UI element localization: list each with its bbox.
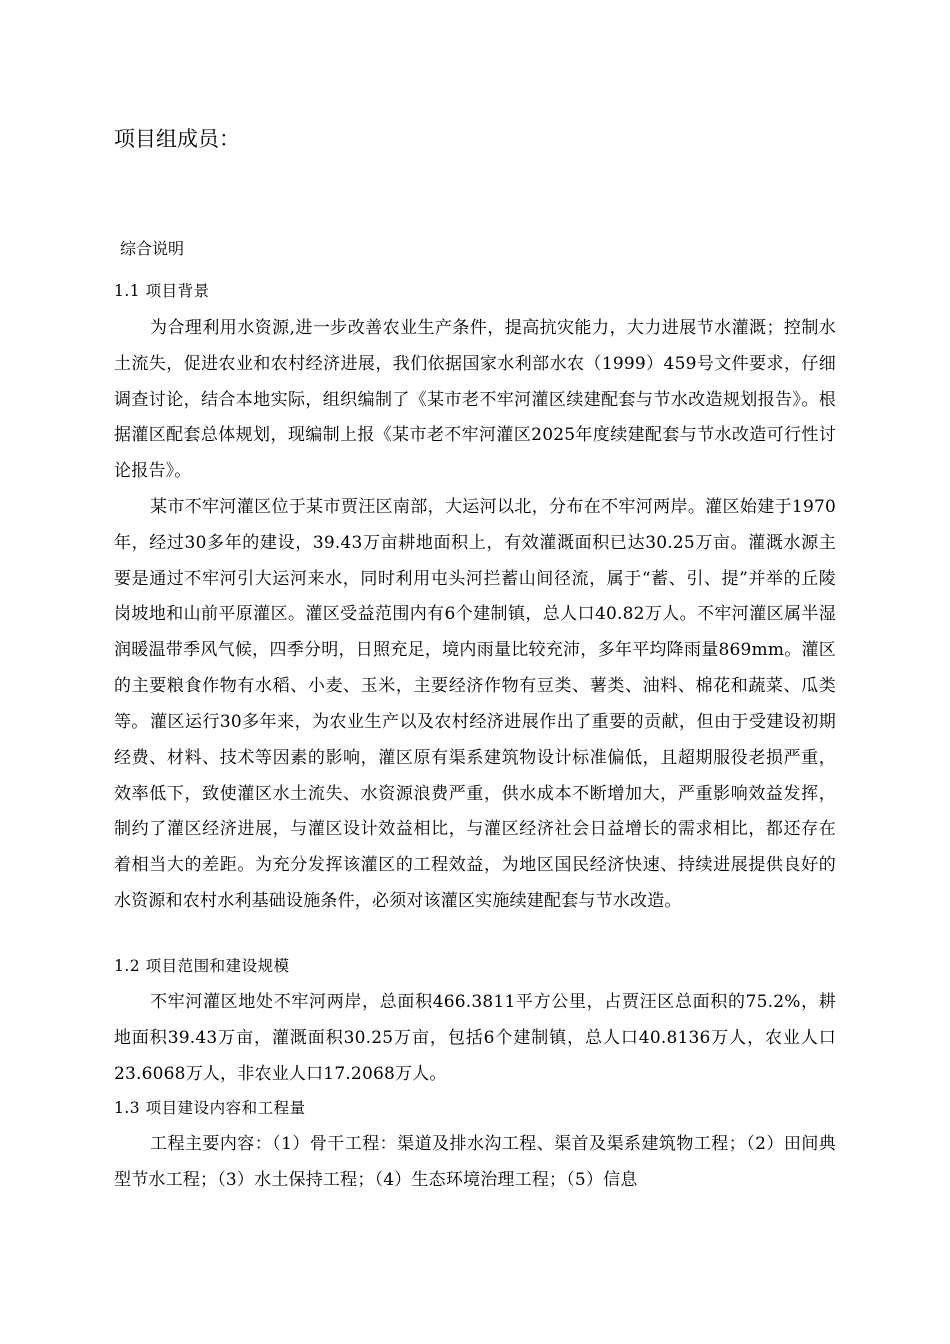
paragraph-background-problems: 灌区运行30多年来，为农业生产以及农村经济进展作出了重要的贡献，但由于受建设初期经费、材料、技术等因素的影响，灌区原有渠系建筑物设计标准偏低，且超期服役老损严重，效率低下，致使灌区水土流失、水资源浪费严重，供水成本不断增加大，严重影响效益发挥，制约了灌区经济进展，与灌区设计效益相比，与灌区经济社会日益增长的需求相比，都还存在着相当大的差距。为充分发挥该灌区的工程效益，为地区国民经济快速、持续进展提供良好的水资源和农村水利基础设施条件，必须对该灌区实施续建配套与节水改造。 xyxy=(114,712,836,911)
paragraph-background-purpose: 为合理利用水资源,进一步改善农业生产条件，提高抗灾能力，大力进展节水灌溉；控制水土流失，促进农业和农村经济进展，我们依据国家水利部水农（1999）459号文件要求，仔细调查讨论，结合本地实际，组织编制了《某市老不牢河灌区续建配套与节水改造规划报告》。根据灌区配套总体规划，现编制上报《某市老不牢河灌区2025年度续建配套与节水改造可行性讨论报告》。 xyxy=(114,318,836,482)
paragraph-background-irrigation-district: 某市不牢河灌区位于某市贾汪区南部，大运河以北，分布在不牢河两岸。灌区始建于1970年，经过30多年的建设，39.43万亩耕地面积上，有效灌溉面积已达30.25万亩。灌溉水源主要是通过不牢河引大运河来水，同时利用屯头河拦蓄山间径流，属于“蓄、引、提”并举的丘陵岗坡地和山前平原灌区。灌区受益范围内有6个建制镇，总人口40.82万人。不牢河灌区属半湿润暖温带季风气候，四季分明，日照充足，境内雨量比较充沛，多年平均降雨量869mm。灌区的主要粮食作物有水稻、小麦、玉米，主要经济作物有豆类、薯类、油料、棉花和蔬菜、瓜类等。 xyxy=(114,497,836,732)
section-title-overview: 综合说明 xyxy=(120,239,185,258)
paragraph-scope-and-scale: 不牢河灌区地处不牢河两岸，总面积466.3811平方公里，占贾汪区总面积的75.2%，耕地面积39.43万亩，灌溉面积30.25万亩，包括6个建制镇，总人口40.8136万人，农业人口23.6068万人，非农业人口17.2068万人。 xyxy=(114,992,836,1084)
subsection-heading-construction-content: 1.3 项目建设内容和工程量 xyxy=(114,1099,306,1117)
project-members-title: 项目组成员： xyxy=(114,127,240,151)
paragraph-construction-content: 工程主要内容：（1）骨干工程：渠道及排水沟工程、渠首及渠系建筑物工程；（2）田间典型节水工程；（3）水土保持工程；（4）生态环境治理工程；（5）信息 xyxy=(114,1134,836,1190)
subsection-heading-scope-and-scale: 1.2 项目范围和建设规模 xyxy=(114,957,290,975)
subsection-heading-project-background: 1.1 项目背景 xyxy=(114,282,210,300)
